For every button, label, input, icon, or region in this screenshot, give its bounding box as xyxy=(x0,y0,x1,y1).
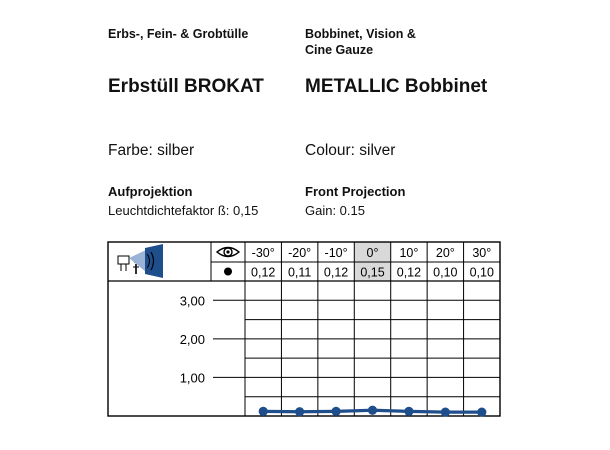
y-tick-label: 1,00 xyxy=(179,370,205,386)
gain-value-label: 0,12 xyxy=(323,265,349,280)
angle-label: 10° xyxy=(399,246,419,260)
gain-point xyxy=(368,406,377,415)
gain-point xyxy=(259,407,268,416)
left-category-line: Erbs-, Fein- & Grobtülle xyxy=(108,27,249,41)
angle-label: 30° xyxy=(472,246,492,260)
gain-point xyxy=(477,408,486,417)
gain-value-label: 0,10 xyxy=(469,265,494,280)
left-gain: Leuchtdichtefaktor ß: 0,15 xyxy=(108,203,259,218)
gain-point xyxy=(441,408,450,417)
projector-screen-icon xyxy=(118,244,163,278)
gain-value-label: 0,12 xyxy=(251,265,276,280)
left-colour: Farbe: silber xyxy=(108,142,195,159)
right-colour: Colour: silver xyxy=(305,142,396,159)
right-product-name: METALLIC Bobbinet xyxy=(305,76,488,97)
angle-label: 0° xyxy=(366,246,379,260)
gain-value-label: 0,11 xyxy=(287,265,312,280)
left-projection-title: Aufprojektion xyxy=(108,184,193,199)
dot-icon xyxy=(224,268,232,276)
gain-point xyxy=(404,407,413,416)
angle-label: 20° xyxy=(435,246,455,260)
right-projection-title: Front Projection xyxy=(305,184,406,199)
gain-value-label: 0,12 xyxy=(396,265,422,280)
angle-label: -20° xyxy=(288,246,312,260)
gain-value-label: 0,10 xyxy=(433,265,458,280)
y-tick-label: 2,00 xyxy=(179,331,205,347)
angle-label: -10° xyxy=(324,246,348,260)
right-category-line-2: Cine Gauze xyxy=(305,43,374,57)
right-category-line-1: Bobbinet, Vision & xyxy=(305,27,416,41)
gain-value-label: 0,15 xyxy=(360,265,385,280)
right-gain: Gain: 0.15 xyxy=(305,203,365,218)
y-tick-label: 3,00 xyxy=(179,293,205,309)
gain-point xyxy=(331,407,340,416)
gain-point xyxy=(295,407,304,416)
angle-label: -30° xyxy=(251,246,275,260)
eye-icon xyxy=(217,248,239,257)
left-product-name: Erbstüll BROKAT xyxy=(108,76,264,97)
